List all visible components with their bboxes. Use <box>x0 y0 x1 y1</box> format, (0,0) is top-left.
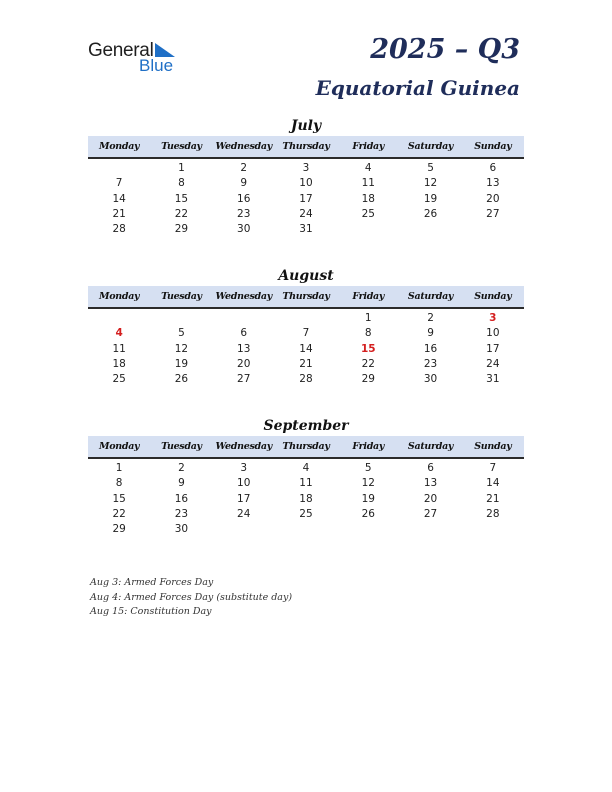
day-cell: 4 <box>302 462 310 474</box>
holiday-date: 3 <box>489 312 497 324</box>
day-cell: 26 <box>423 207 438 220</box>
empty-day-cell <box>337 222 399 237</box>
week-row <box>88 507 524 522</box>
weekday-header: Sunday <box>474 441 512 452</box>
page-title: 2025 – Q3 <box>370 34 520 65</box>
day-cell: 8 <box>364 327 372 340</box>
day-cell: 6 <box>240 327 248 340</box>
weekday-header: Wednesday <box>215 291 272 302</box>
day-cell: 26 <box>361 507 375 520</box>
day-cell: 7 <box>489 462 497 474</box>
week-row <box>88 311 524 326</box>
day-cell: 18 <box>299 492 313 505</box>
week-row <box>88 342 524 357</box>
day-cell: 31 <box>486 373 500 386</box>
empty-day-cell <box>88 311 150 326</box>
empty-day-cell <box>275 522 337 537</box>
day-cell: 27 <box>237 373 251 386</box>
logo-text-general: General <box>88 40 154 61</box>
day-cell: 10 <box>486 327 500 340</box>
week-rows <box>88 459 524 537</box>
weekday-header: Thursday <box>282 291 330 302</box>
day-cell: 24 <box>237 507 251 520</box>
holiday-note: Aug 4: Armed Forces Day (substitute day) <box>90 591 293 603</box>
day-cell: 7 <box>115 177 123 190</box>
day-cell: 20 <box>486 192 500 205</box>
week-row <box>88 326 524 341</box>
weekday-header: Friday <box>352 291 385 302</box>
day-cell: 2 <box>427 312 434 324</box>
day-cell: 3 <box>302 162 310 174</box>
empty-day-cell <box>399 522 461 537</box>
day-cell: 14 <box>299 342 313 355</box>
weekday-header: Monday <box>99 441 140 452</box>
day-cell: 11 <box>112 342 126 355</box>
day-cell: 14 <box>486 477 500 490</box>
day-cell: 4 <box>364 162 372 174</box>
month-title: August <box>278 268 334 284</box>
week-row <box>88 461 524 476</box>
empty-day-cell <box>275 311 337 326</box>
day-cell: 24 <box>486 357 500 370</box>
empty-day-cell <box>213 522 275 537</box>
weekday-header: Tuesday <box>161 141 202 152</box>
day-cell: 15 <box>174 192 189 205</box>
weekday-header: Wednesday <box>215 141 272 152</box>
day-cell: 23 <box>174 507 189 520</box>
weekday-header: Saturday <box>407 141 454 152</box>
page-subtitle: Equatorial Guinea <box>315 76 520 100</box>
day-cell: 22 <box>112 507 126 520</box>
weekday-header: Thursday <box>282 441 330 452</box>
weekday-header: Thursday <box>282 141 330 152</box>
week-row <box>88 222 524 237</box>
brand-logo <box>88 40 188 76</box>
weekday-header: Saturday <box>407 291 454 302</box>
week-row <box>88 207 524 222</box>
day-cell: 9 <box>427 327 434 340</box>
holiday-date: 4 <box>115 327 123 340</box>
weekday-header: Wednesday <box>215 441 272 452</box>
weekday-header: Saturday <box>407 441 454 452</box>
day-cell: 5 <box>178 327 185 340</box>
week-row <box>88 492 524 507</box>
empty-day-cell <box>213 311 275 326</box>
weekday-header: Tuesday <box>161 441 202 452</box>
day-cell: 12 <box>174 342 189 355</box>
day-cell: 15 <box>112 492 126 505</box>
day-cell: 16 <box>237 192 251 205</box>
day-cell: 28 <box>299 373 313 386</box>
day-cell: 2 <box>178 462 185 474</box>
day-cell: 25 <box>112 373 126 386</box>
day-cell: 30 <box>174 523 189 536</box>
day-cell: 5 <box>427 162 434 174</box>
day-cell: 13 <box>237 342 251 355</box>
week-rows <box>88 309 524 387</box>
day-cell: 14 <box>112 192 126 205</box>
weekday-header: Sunday <box>474 141 512 152</box>
day-cell: 10 <box>299 177 313 190</box>
weekday-header-row <box>88 136 524 159</box>
day-cell: 29 <box>112 523 126 536</box>
weekday-header: Monday <box>99 291 140 302</box>
week-row <box>88 192 524 207</box>
day-cell: 6 <box>489 162 497 174</box>
day-cell: 16 <box>174 492 189 505</box>
day-cell: 22 <box>174 207 189 220</box>
weekday-header: Sunday <box>474 291 512 302</box>
day-cell: 5 <box>364 462 372 474</box>
day-cell: 25 <box>361 207 375 220</box>
day-cell: 26 <box>174 373 189 386</box>
weekday-header-row <box>88 436 524 459</box>
week-rows <box>88 159 524 237</box>
empty-day-cell <box>399 222 461 237</box>
day-cell: 13 <box>486 177 500 190</box>
month-september <box>88 416 524 537</box>
day-cell: 28 <box>112 223 126 236</box>
weekday-header: Friday <box>352 141 385 152</box>
weekday-header: Tuesday <box>161 291 202 302</box>
month-title: September <box>263 418 349 434</box>
weekday-header-row <box>88 286 524 309</box>
week-row <box>88 161 524 176</box>
day-cell: 11 <box>361 177 375 190</box>
empty-day-cell <box>462 522 524 537</box>
day-cell: 23 <box>423 357 438 370</box>
day-cell: 6 <box>427 462 434 474</box>
holiday-note: Aug 15: Constitution Day <box>90 606 212 617</box>
week-row <box>88 372 524 387</box>
day-cell: 12 <box>423 177 438 190</box>
day-cell: 18 <box>112 357 126 370</box>
weekday-header: Friday <box>352 441 385 452</box>
day-cell: 27 <box>486 207 500 220</box>
day-cell: 16 <box>423 342 438 355</box>
logo-text-blue: Blue <box>139 56 174 75</box>
day-cell: 9 <box>240 177 248 190</box>
day-cell: 29 <box>174 223 189 236</box>
day-cell: 1 <box>178 162 185 174</box>
day-cell: 18 <box>361 192 375 205</box>
day-cell: 20 <box>237 357 251 370</box>
day-cell: 9 <box>178 477 185 490</box>
day-cell: 17 <box>299 192 313 205</box>
day-cell: 29 <box>361 373 375 386</box>
day-cell: 10 <box>237 477 251 490</box>
empty-day-cell <box>88 161 150 176</box>
month-title: July <box>290 118 322 134</box>
week-row <box>88 522 524 537</box>
day-cell: 8 <box>115 477 123 490</box>
empty-day-cell <box>462 222 524 237</box>
week-row <box>88 476 524 491</box>
day-cell: 1 <box>115 462 123 474</box>
day-cell: 11 <box>299 477 313 490</box>
day-cell: 19 <box>423 192 438 205</box>
weekday-header: Monday <box>99 141 140 152</box>
day-cell: 1 <box>364 312 372 324</box>
week-row <box>88 357 524 372</box>
day-cell: 13 <box>423 477 438 490</box>
day-cell: 21 <box>299 357 313 370</box>
week-row <box>88 176 524 191</box>
empty-day-cell <box>150 311 212 326</box>
day-cell: 21 <box>486 492 500 505</box>
day-cell: 17 <box>486 342 500 355</box>
empty-day-cell <box>337 522 399 537</box>
day-cell: 28 <box>486 507 500 520</box>
holiday-notes <box>90 576 292 620</box>
day-cell: 27 <box>423 507 438 520</box>
holiday-date: 15 <box>360 342 376 355</box>
day-cell: 3 <box>240 462 248 474</box>
day-cell: 30 <box>237 223 251 236</box>
day-cell: 25 <box>299 507 313 520</box>
day-cell: 7 <box>302 327 310 340</box>
month-july <box>88 116 524 237</box>
day-cell: 12 <box>361 477 375 490</box>
day-cell: 22 <box>361 357 375 370</box>
day-cell: 21 <box>112 207 126 220</box>
month-august <box>88 266 524 387</box>
day-cell: 2 <box>240 162 248 174</box>
day-cell: 19 <box>174 357 189 370</box>
day-cell: 23 <box>237 207 251 220</box>
day-cell: 20 <box>423 492 438 505</box>
day-cell: 8 <box>178 177 185 190</box>
day-cell: 30 <box>423 373 438 386</box>
day-cell: 17 <box>237 492 251 505</box>
day-cell: 24 <box>299 207 313 220</box>
day-cell: 19 <box>361 492 375 505</box>
holiday-note: Aug 3: Armed Forces Day <box>90 577 214 588</box>
day-cell: 31 <box>299 223 313 236</box>
